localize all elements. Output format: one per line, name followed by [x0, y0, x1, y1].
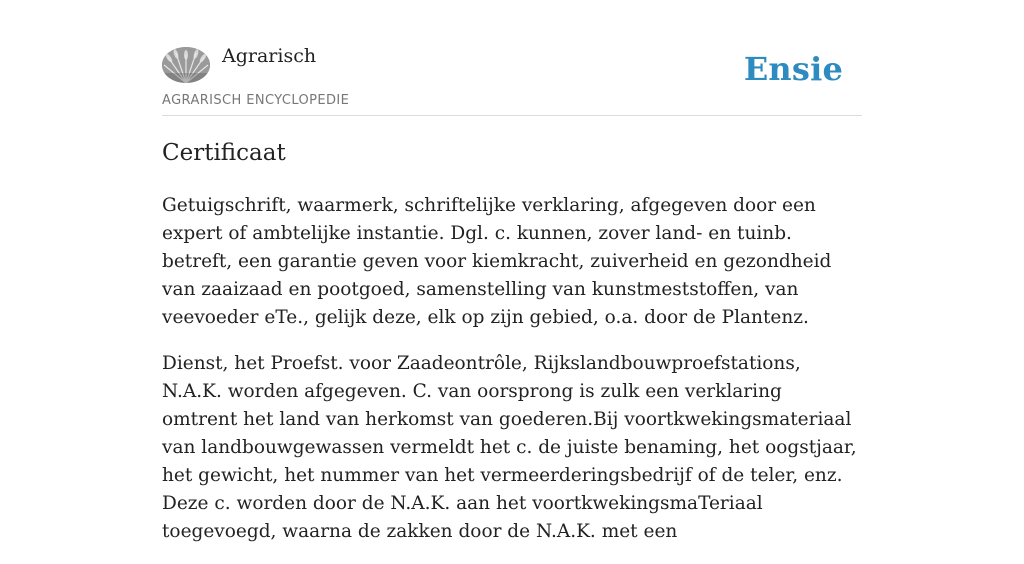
- article-title: Certificaat: [162, 140, 286, 166]
- ensie-logo-link[interactable]: Ensie: [743, 50, 843, 88]
- site-name[interactable]: Agrarisch: [222, 45, 317, 67]
- site-subtitle: AGRARISCH ENCYCLOPEDIE: [162, 93, 350, 108]
- wheat-sheaf-icon[interactable]: [162, 47, 210, 83]
- article-paragraph: Getuigschrift, waarmerk, schriftelijke verklaring, afgegeven door een expert of ambtelijke instantie. Dgl. c. kunnen, zover land- en tuinb. betreft, een garantie geven voor kiemkracht, zuiverheid en gezondheid van zaaizaad en pootgoed, samenstelling van kunstmeststoffen, van veevoeder eTe., gelijk deze, elk op zijn gebied, o.a. door de Plantenz.: [162, 195, 832, 328]
- article-paragraph: Dienst, het Proefst. voor Zaadeontrôle, Rijkslandbouwproefstations, N.A.K. worden afgegeven. C. van oorsprong is zulk een verklaring omtrent het land van herkomst van goederen.Bij voortkwekingsmateriaal van landbouwgewassen vermeldt het c. de juiste benaming, het oogstjaar, het gewicht, het nummer van het vermeerderingsbedrijf of de teler, enz. Deze c. worden door de N.A.K. aan het voortkwekingsmaTeriaal toegevoegd, waarna de zakken door de N.A.K. met een: [162, 353, 857, 542]
- article-body: [162, 192, 862, 564]
- header-divider: [162, 115, 862, 116]
